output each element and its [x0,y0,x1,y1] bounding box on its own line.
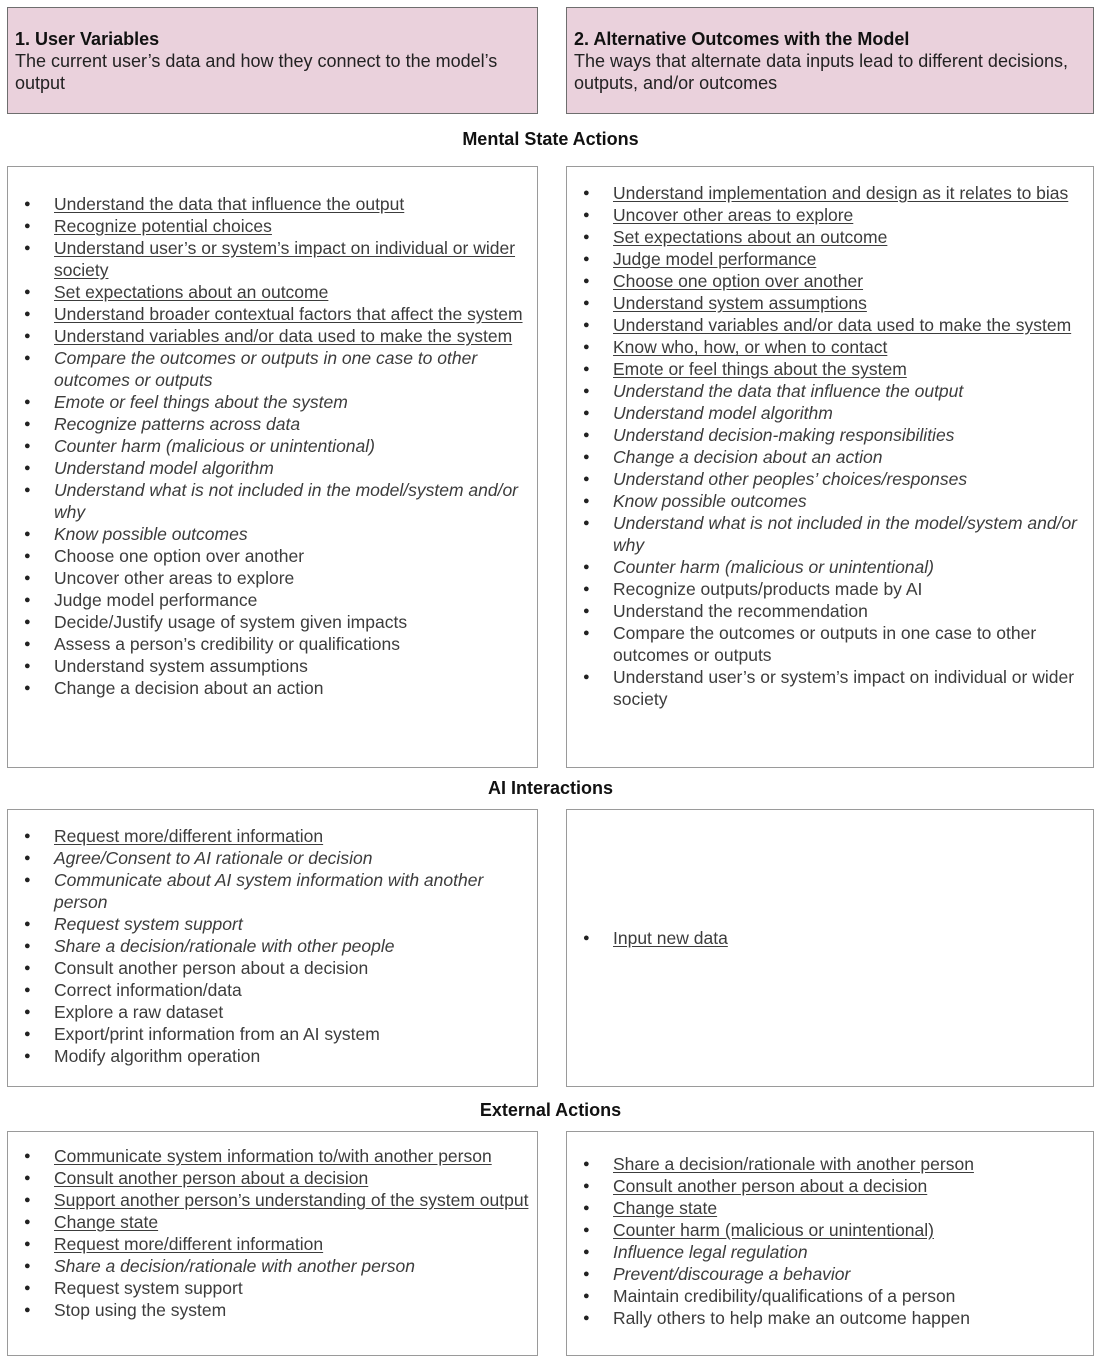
list-item-text: Export/print information from an AI system [54,1024,380,1044]
external-right-panel [566,1131,1094,1356]
list-item [8,1045,537,1067]
list-item [8,1299,537,1321]
list-item [567,578,1093,600]
list-item-text: Recognize patterns across data [54,414,301,434]
list-item [8,215,537,237]
list-item [8,523,537,545]
list-item [567,402,1093,424]
list-item-text: Understand model algorithm [613,403,833,423]
list-item [8,281,537,303]
list-item [8,825,537,847]
list-item [567,1285,1093,1307]
list-item [8,303,537,325]
list-item-text: Emote or feel things about the system [613,359,907,379]
list-item [8,655,537,677]
list-item-text: Understand what is not included in the model/system and/or why [613,513,1078,555]
list-item [567,1197,1093,1219]
list-item [567,336,1093,358]
list-item [8,1189,537,1211]
list-item-text: Know possible outcomes [613,491,807,511]
list-item [8,913,537,935]
list-item [567,270,1093,292]
list-item-text: Consult another person about a decision [613,1176,928,1196]
header-alternative-outcomes [566,7,1094,114]
list-item-text: Recognize outputs/products made by AI [613,579,923,599]
list-item-text: Recognize potential choices [54,216,272,236]
mental-left-panel [7,166,538,768]
external-left-list [8,1145,537,1321]
mental-right-list [567,182,1093,710]
list-item [567,1241,1093,1263]
list-item-text: Decide/Justify usage of system given impacts [54,612,408,632]
list-item [8,677,537,699]
list-item-text: Stop using the system [54,1300,227,1320]
header-title: 1. User Variables [15,29,160,49]
list-item-text: Counter harm (malicious or unintentional) [54,436,375,456]
header-description: The ways that alternate data inputs lead to different decisions, outputs, and/or outcomes [574,51,1068,93]
list-item [8,1277,537,1299]
list-item-text: Communicate system information to/with another person [54,1146,492,1166]
list-item [8,869,537,913]
list-item-text: Change a decision about an action [613,447,883,467]
list-item [8,1255,537,1277]
list-item [8,979,537,1001]
list-item-text: Correct information/data [54,980,242,1000]
list-item [567,424,1093,446]
list-item-text: Understand user’s or system’s impact on individual or wider society [54,238,516,280]
list-item-text: Rally others to help make an outcome happen [613,1308,971,1328]
list-item [8,479,537,523]
list-item [567,248,1093,270]
list-item [8,193,537,215]
list-item-text: Input new data [613,928,728,948]
section-title-mental-state-actions: Mental State Actions [462,129,639,149]
header-description: The current user’s data and how they connect to the model’s output [15,51,498,93]
list-item [8,347,537,391]
list-item-text: Counter harm (malicious or unintentional) [613,557,934,577]
list-item-text: Understand the data that influence the output [613,381,964,401]
list-item [567,468,1093,490]
list-item [567,666,1093,710]
list-item [567,556,1093,578]
list-item-text: Explore a raw dataset [54,1002,224,1022]
list-item [8,435,537,457]
list-item [8,567,537,589]
list-item [8,237,537,281]
list-item-text: Support another person’s understanding of the system output [54,1190,529,1210]
list-item [567,1175,1093,1197]
list-item [8,589,537,611]
list-item [8,957,537,979]
ai-right-panel [566,809,1094,1087]
list-item-text: Share a decision/rationale with another person [54,1256,415,1276]
list-item-text: Know who, how, or when to contact [613,337,888,357]
list-item-text: Consult another person about a decision [54,1168,369,1188]
list-item-text: Compare the outcomes or outputs in one case to other outcomes or outputs [613,623,1037,665]
header-title: 2. Alternative Outcomes with the Model [574,29,910,49]
ai-right-list [567,927,1093,949]
list-item-text: Set expectations about an outcome [613,227,888,247]
list-item [567,1153,1093,1175]
list-item [8,457,537,479]
list-item-text: Understand what is not included in the model/system and/or why [54,480,519,522]
list-item [8,847,537,869]
list-item-text: Understand the data that influence the output [54,194,405,214]
list-item [567,622,1093,666]
list-item [567,490,1093,512]
list-item [8,1211,537,1233]
list-item [8,413,537,435]
list-item-text: Consult another person about a decision [54,958,369,978]
list-item [567,927,1093,949]
list-item-text: Prevent/discourage a behavior [613,1264,851,1284]
list-item [567,358,1093,380]
list-item-text: Understand implementation and design as it relates to bias [613,183,1069,203]
list-item-text: Request system support [54,914,243,934]
ai-left-panel [7,809,538,1087]
external-right-list [567,1153,1093,1329]
list-item [567,512,1093,556]
list-item-text: Emote or feel things about the system [54,392,348,412]
list-item [8,1167,537,1189]
list-item [567,446,1093,468]
list-item [567,1219,1093,1241]
list-item-text: Understand user’s or system’s impact on individual or wider society [613,667,1075,709]
list-item-text: Understand variables and/or data used to make the system [54,326,513,346]
header-user-variables [7,7,538,114]
list-item-text: Request more/different information [54,826,324,846]
list-item [567,226,1093,248]
list-item-text: Understand broader contextual factors that affect the system [54,304,523,324]
list-item [8,611,537,633]
list-item-text: Change state [613,1198,718,1218]
list-item-text: Choose one option over another [54,546,305,566]
list-item-text: Modify algorithm operation [54,1046,261,1066]
list-item-text: Change state [54,1212,159,1232]
list-item-text: Share a decision/rationale with other people [54,936,395,956]
list-item [8,1233,537,1255]
list-item-text: Understand the recommendation [613,601,868,621]
list-item [8,1145,537,1167]
list-item-text: Choose one option over another [613,271,864,291]
section-title-ai-interactions: AI Interactions [487,778,614,798]
list-item-text: Judge model performance [613,249,817,269]
list-item [567,204,1093,226]
list-item-text: Influence legal regulation [613,1242,808,1262]
ai-left-list [8,825,537,1067]
list-item-text: Uncover other areas to explore [613,205,854,225]
list-item-text: Maintain credibility/qualifications of a person [613,1286,956,1306]
list-item-text: Understand system assumptions [613,293,867,313]
external-left-panel [7,1131,538,1356]
list-item-text: Understand variables and/or data used to make the system [613,315,1072,335]
list-item [8,633,537,655]
list-item-text: Assess a person’s credibility or qualifications [54,634,400,654]
list-item [8,1001,537,1023]
list-item [567,1307,1093,1329]
list-item-text: Compare the outcomes or outputs in one case to other outcomes or outputs [54,348,478,390]
list-item-text: Judge model performance [54,590,258,610]
list-item [567,182,1093,204]
list-item [567,380,1093,402]
list-item [567,1263,1093,1285]
list-item-text: Request more/different information [54,1234,324,1254]
mental-right-panel [566,166,1094,768]
list-item-text: Understand decision-making responsibilities [613,425,955,445]
list-item [8,935,537,957]
list-item-text: Communicate about AI system information with another person [54,870,484,912]
list-item-text: Understand model algorithm [54,458,274,478]
mental-left-list [8,193,537,699]
list-item [8,325,537,347]
list-item-text: Set expectations about an outcome [54,282,329,302]
list-item [567,292,1093,314]
section-title-external-actions: External Actions [479,1100,622,1120]
list-item-text: Request system support [54,1278,243,1298]
list-item-text: Understand system assumptions [54,656,308,676]
list-item-text: Know possible outcomes [54,524,248,544]
list-item [8,1023,537,1045]
list-item [8,391,537,413]
list-item [567,314,1093,336]
list-item-text: Understand other peoples’ choices/responses [613,469,968,489]
list-item-text: Uncover other areas to explore [54,568,295,588]
list-item [567,600,1093,622]
list-item-text: Counter harm (malicious or unintentional) [613,1220,934,1240]
list-item [8,545,537,567]
list-item-text: Agree/Consent to AI rationale or decision [54,848,373,868]
list-item-text: Share a decision/rationale with another person [613,1154,974,1174]
list-item-text: Change a decision about an action [54,678,324,698]
